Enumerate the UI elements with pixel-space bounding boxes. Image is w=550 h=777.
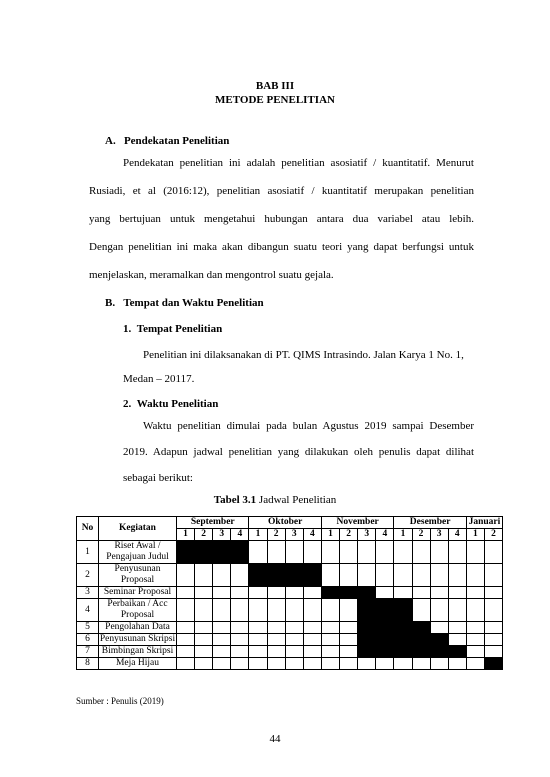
schedule-cell: [412, 564, 430, 587]
schedule-cell: [177, 658, 195, 670]
schedule-cell: [430, 587, 448, 599]
schedule-cell: [177, 587, 195, 599]
schedule-cell: [484, 599, 502, 622]
schedule-cell: [340, 622, 358, 634]
row-activity-line: Bimbingan Skripsi: [101, 646, 174, 656]
schedule-cell: [285, 634, 303, 646]
page-number: 44: [269, 733, 281, 745]
schedule-cell: [213, 646, 231, 658]
schedule-cell: [340, 564, 358, 587]
table-caption-label: Tabel 3.1: [213, 494, 257, 506]
schedule-cell: [249, 658, 267, 670]
schedule-cell-filled: [358, 599, 376, 622]
row-activity: [99, 564, 177, 587]
header-week: 4: [376, 529, 394, 541]
schedule-cell: [267, 622, 285, 634]
subsection-1-heading: 1. Tempat Penelitian: [123, 323, 223, 335]
schedule-cell: [195, 587, 213, 599]
header-week: 4: [303, 529, 321, 541]
schedule-cell: [448, 564, 466, 587]
schedule-cell: [231, 587, 249, 599]
row-number: 3: [77, 587, 99, 599]
schedule-cell-filled: [430, 646, 448, 658]
schedule-cell-filled: [412, 622, 430, 634]
row-activity-line: Perbaikan / Acc: [107, 599, 168, 609]
table-row: [77, 564, 503, 587]
header-month: Oktober: [249, 517, 321, 529]
schedule-cell: [303, 622, 321, 634]
schedule-cell: [177, 564, 195, 587]
subsection-1-line-1: Penelitian ini dilaksanakan di PT. QIMS Intrasindo. Jalan Karya 1 No. 1,: [143, 349, 464, 361]
header-month: November: [321, 517, 393, 529]
schedule-cell: [340, 658, 358, 670]
schedule-cell: [231, 599, 249, 622]
schedule-cell: [430, 658, 448, 670]
row-activity-line: Proposal: [120, 610, 155, 620]
schedule-cell-filled: [321, 587, 339, 599]
schedule-cell: [412, 658, 430, 670]
schedule-cell: [321, 599, 339, 622]
schedule-cell: [448, 587, 466, 599]
schedule-cell-filled: [376, 634, 394, 646]
row-activity-line: Pengajuan Judul: [106, 552, 169, 562]
schedule-cell: [466, 541, 484, 564]
header-month: Desember: [394, 517, 466, 529]
row-activity-line: Riset Awal /: [114, 541, 161, 551]
schedule-cell: [466, 599, 484, 622]
row-number: 5: [77, 622, 99, 634]
schedule-cell-filled: [394, 646, 412, 658]
schedule-cell: [448, 541, 466, 564]
subsection-2-line-2: 2019. Adapun jadwal penelitian yang dilakukan oleh penulis dapat dilihat: [123, 446, 474, 458]
table-source: Sumber : Penulis (2019): [76, 696, 164, 706]
schedule-cell-filled: [376, 622, 394, 634]
header-kegiatan: Kegiatan: [99, 517, 177, 541]
schedule-cell: [466, 587, 484, 599]
schedule-cell: [340, 634, 358, 646]
schedule-cell: [303, 587, 321, 599]
row-activity: [99, 541, 177, 564]
schedule-cell: [430, 564, 448, 587]
schedule-cell: [430, 541, 448, 564]
schedule-cell: [303, 658, 321, 670]
schedule-cell: [394, 564, 412, 587]
header-week: 1: [177, 529, 195, 541]
schedule-cell: [430, 599, 448, 622]
schedule-cell-filled: [213, 541, 231, 564]
header-month: September: [177, 517, 249, 529]
schedule-cell: [249, 622, 267, 634]
header-week: 3: [358, 529, 376, 541]
section-a-line-5: menjelaskan, meramalkan dan mengontrol suatu gejala.: [89, 269, 334, 281]
schedule-cell-filled: [358, 622, 376, 634]
section-a-line-1: Pendekatan penelitian ini adalah penelitian asosiatif / kuantitatif. Menurut: [123, 157, 474, 169]
schedule-cell-filled: [231, 541, 249, 564]
schedule-cell: [249, 599, 267, 622]
schedule-cell: [213, 564, 231, 587]
row-activity: [99, 646, 177, 658]
schedule-cell: [285, 599, 303, 622]
schedule-cell: [376, 658, 394, 670]
schedule-cell: [267, 658, 285, 670]
schedule-cell: [448, 599, 466, 622]
header-week: 1: [394, 529, 412, 541]
schedule-table: [76, 516, 503, 670]
schedule-cell: [285, 541, 303, 564]
table-row: [77, 541, 503, 564]
schedule-cell: [394, 587, 412, 599]
schedule-cell: [213, 658, 231, 670]
schedule-cell-filled: [303, 564, 321, 587]
row-activity: [99, 658, 177, 670]
schedule-cell: [412, 599, 430, 622]
chapter-subtitle: METODE PENELITIAN: [215, 94, 335, 106]
subsection-2-line-3: sebagai berikut:: [123, 472, 193, 484]
section-a-line-4: Dengan penelitian ini maka akan dibangun suatu teori yang dapat berfungsi untuk: [89, 241, 474, 253]
schedule-cell: [267, 587, 285, 599]
schedule-cell: [484, 634, 502, 646]
schedule-cell: [195, 599, 213, 622]
schedule-cell: [249, 587, 267, 599]
schedule-cell-filled: [267, 564, 285, 587]
schedule-cell: [267, 541, 285, 564]
schedule-cell: [358, 564, 376, 587]
schedule-cell: [376, 564, 394, 587]
schedule-cell: [340, 599, 358, 622]
schedule-cell-filled: [412, 634, 430, 646]
header-week: 3: [285, 529, 303, 541]
schedule-cell: [466, 622, 484, 634]
schedule-cell-filled: [249, 564, 267, 587]
schedule-cell: [412, 541, 430, 564]
table-row: [77, 599, 503, 622]
schedule-cell: [466, 658, 484, 670]
row-activity: [99, 634, 177, 646]
schedule-cell: [303, 599, 321, 622]
schedule-cell: [321, 541, 339, 564]
schedule-cell: [213, 622, 231, 634]
schedule-cell-filled: [484, 658, 502, 670]
schedule-cell-filled: [358, 634, 376, 646]
row-activity-line: Pengolahan Data: [105, 622, 170, 632]
table-row: [77, 646, 503, 658]
schedule-cell: [448, 622, 466, 634]
schedule-cell: [177, 646, 195, 658]
schedule-cell: [285, 622, 303, 634]
schedule-cell: [376, 587, 394, 599]
schedule-cell: [321, 658, 339, 670]
schedule-cell-filled: [412, 646, 430, 658]
schedule-cell: [231, 658, 249, 670]
subsection-2-line-1: Waktu penelitian dimulai pada bulan Agustus 2019 sampai Desember: [143, 420, 474, 432]
section-a-heading: A. Pendekatan Penelitian: [105, 135, 230, 147]
schedule-cell-filled: [394, 622, 412, 634]
row-activity-line: Seminar Proposal: [103, 587, 172, 597]
header-week: 2: [267, 529, 285, 541]
schedule-cell: [484, 622, 502, 634]
schedule-cell: [213, 599, 231, 622]
row-activity-line: Penyusunan: [114, 564, 161, 574]
schedule-cell: [484, 541, 502, 564]
schedule-cell: [321, 646, 339, 658]
subsection-2-heading: 2. Waktu Penelitian: [123, 398, 219, 410]
row-number: 2: [77, 564, 99, 587]
table-row: [77, 622, 503, 634]
schedule-cell: [285, 658, 303, 670]
row-activity: [99, 587, 177, 599]
header-month: Januari: [466, 517, 502, 529]
row-activity: [99, 599, 177, 622]
table-row: [77, 658, 503, 670]
schedule-cell: [448, 658, 466, 670]
schedule-cell: [195, 634, 213, 646]
schedule-cell: [466, 564, 484, 587]
schedule-cell-filled: [376, 646, 394, 658]
schedule-cell: [303, 634, 321, 646]
schedule-cell: [231, 622, 249, 634]
header-week: 1: [321, 529, 339, 541]
row-number: 1: [77, 541, 99, 564]
schedule-cell: [285, 587, 303, 599]
header-week: 1: [466, 529, 484, 541]
schedule-cell-filled: [285, 564, 303, 587]
table-caption: [0, 494, 550, 507]
schedule-cell: [484, 646, 502, 658]
schedule-cell-filled: [430, 634, 448, 646]
schedule-cell-filled: [394, 599, 412, 622]
schedule-cell-filled: [394, 634, 412, 646]
subsection-1-line-2: Medan – 20117.: [123, 373, 195, 385]
schedule-cell: [412, 587, 430, 599]
schedule-cell: [448, 634, 466, 646]
table-row: [77, 587, 503, 599]
schedule-cell: [340, 646, 358, 658]
schedule-cell: [466, 646, 484, 658]
schedule-cell: [267, 599, 285, 622]
schedule-cell: [394, 541, 412, 564]
row-activity: [99, 622, 177, 634]
schedule-cell: [177, 599, 195, 622]
table-row: [77, 634, 503, 646]
schedule-cell: [466, 634, 484, 646]
schedule-cell: [213, 634, 231, 646]
schedule-cell: [231, 564, 249, 587]
schedule-cell: [303, 646, 321, 658]
section-b-heading: B. Tempat dan Waktu Penelitian: [105, 297, 264, 309]
row-activity-line: Proposal: [120, 575, 155, 585]
row-number: 6: [77, 634, 99, 646]
schedule-cell: [376, 541, 394, 564]
schedule-cell: [231, 646, 249, 658]
schedule-cell-filled: [340, 587, 358, 599]
schedule-cell-filled: [195, 541, 213, 564]
schedule-cell: [195, 658, 213, 670]
schedule-cell: [321, 622, 339, 634]
schedule-cell: [195, 564, 213, 587]
schedule-cell: [340, 541, 358, 564]
header-week: 3: [213, 529, 231, 541]
schedule-cell: [177, 622, 195, 634]
header-week: 1: [249, 529, 267, 541]
schedule-cell: [484, 587, 502, 599]
schedule-cell: [285, 646, 303, 658]
row-activity-line: Penyusunan Skripsi: [99, 634, 176, 644]
table-caption-text: Jadwal Penelitian: [256, 494, 337, 506]
schedule-cell: [303, 541, 321, 564]
schedule-cell: [195, 646, 213, 658]
row-number: 4: [77, 599, 99, 622]
schedule-cell: [231, 634, 249, 646]
schedule-cell-filled: [358, 587, 376, 599]
header-week: 2: [195, 529, 213, 541]
header-week: 2: [484, 529, 502, 541]
schedule-cell-filled: [448, 646, 466, 658]
header-week: 4: [231, 529, 249, 541]
schedule-cell: [394, 658, 412, 670]
header-week: 4: [448, 529, 466, 541]
row-number: 7: [77, 646, 99, 658]
schedule-cell: [177, 634, 195, 646]
header-week: 2: [412, 529, 430, 541]
header-no: No: [77, 517, 99, 541]
schedule-cell: [358, 658, 376, 670]
schedule-cell: [430, 622, 448, 634]
schedule-cell-filled: [376, 599, 394, 622]
row-number: 8: [77, 658, 99, 670]
schedule-cell: [249, 634, 267, 646]
header-week: 3: [430, 529, 448, 541]
header-week: 2: [340, 529, 358, 541]
schedule-cell: [321, 564, 339, 587]
schedule-cell: [484, 564, 502, 587]
section-a-line-2: Rusiadi, et al (2016:12), penelitian asosiatif / kuantitatif merupakan penelitian: [89, 185, 474, 197]
schedule-cell: [267, 634, 285, 646]
chapter-title: BAB III: [255, 80, 295, 92]
section-a-line-3: yang bertujuan untuk mengetahui hubungan antara dua variabel atau lebih.: [89, 213, 474, 225]
schedule-cell-filled: [358, 646, 376, 658]
schedule-cell: [195, 622, 213, 634]
schedule-cell-filled: [177, 541, 195, 564]
schedule-cell: [249, 541, 267, 564]
schedule-cell: [358, 541, 376, 564]
row-activity-line: Meja Hijau: [115, 658, 159, 668]
schedule-cell: [213, 587, 231, 599]
schedule-cell: [321, 634, 339, 646]
schedule-cell: [249, 646, 267, 658]
schedule-cell: [267, 646, 285, 658]
